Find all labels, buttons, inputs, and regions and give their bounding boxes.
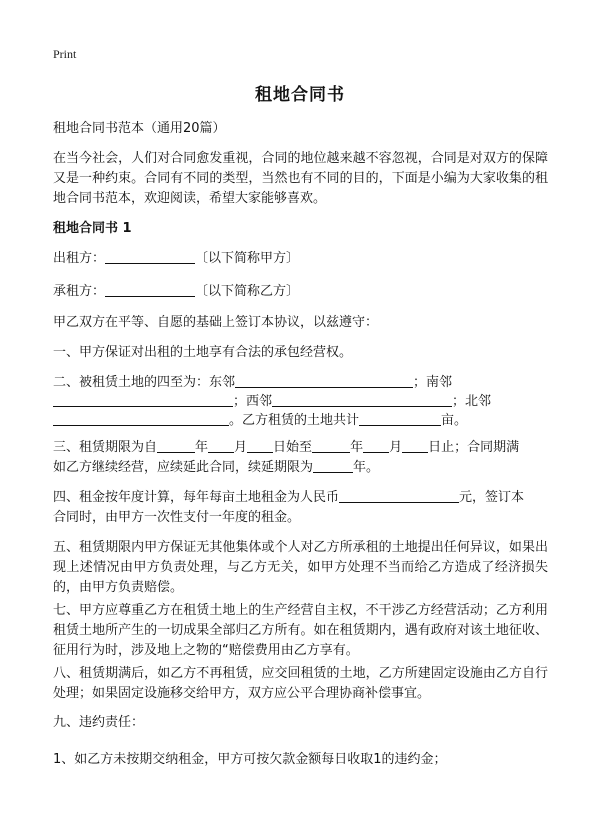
area-blank[interactable]	[359, 411, 441, 426]
start-day-blank[interactable]	[247, 438, 273, 453]
clause-7: 七、甲方应尊重乙方在租赁土地上的生产经营自主权，不干涉乙方经营活动；乙方利用租赁土地所产生的一切成果全部归乙方所有。如在租赁期内，遇有政府对该土地征收、征用行为时，涉及地上之物的“赔偿费用由乙方享有。	[53, 603, 548, 658]
clause-3-line-1: 三、租赁期限为自 年 月 日始至 年 月 日止；合同期满	[53, 440, 520, 455]
lessee-line	[53, 282, 548, 302]
agreement-text: 甲乙双方在平等、自愿的基础上签订本协议，以兹遵守：	[53, 315, 379, 330]
clause-5: 五、租赁期限内甲方保证无其他集体或个人对乙方所承租的土地提出任何异议，如果出现上述情况由甲方负责处理，与乙方无关，如甲方处理不当而给乙方造成了经济损失的，由甲方负责赔偿。	[53, 540, 548, 595]
end-day-blank[interactable]	[402, 438, 428, 453]
end-year-blank[interactable]	[312, 438, 350, 453]
lessor-blank[interactable]	[105, 249, 195, 264]
start-month-blank[interactable]	[208, 438, 234, 453]
start-year-blank[interactable]	[157, 438, 195, 453]
lessee-blank[interactable]	[105, 282, 195, 297]
section-heading: 租地合同书 1	[53, 221, 132, 236]
clause-4-line-1: 四、租金按年度计算，每年每亩土地租金为人民币 元，签订本	[53, 490, 525, 505]
east-blank[interactable]	[235, 373, 413, 388]
renewal-years-blank[interactable]	[313, 458, 353, 473]
document-title: 租地合同书	[255, 85, 345, 105]
lessor-label: 出租方：	[53, 251, 106, 266]
south-blank[interactable]	[53, 392, 233, 407]
lessor-line	[53, 249, 548, 269]
intro-paragraph: 在当今社会，人们对合同愈发重视，合同的地位越来越不容忽视，合同是对双方的保障又是一种约束。合同有不同的类型，当然也有不同的目的，下面是小编为大家收集的租地合同书范本，欢迎阅读，希望大家能够喜欢。	[53, 151, 548, 206]
document-subtitle: 租地合同书范本（通用20篇）	[53, 121, 226, 136]
clause-3-line-2: 如乙方继续经营，应续延此合同，续延期限为 年。	[53, 460, 380, 475]
rent-blank[interactable]	[339, 488, 459, 503]
clause-9-1: 1、如乙方未按期交纳租金，甲方可按欠款金额每日收取1的违约金；	[53, 752, 447, 767]
lessee-label: 承租方：	[53, 284, 106, 299]
end-month-blank[interactable]	[363, 438, 389, 453]
north-blank[interactable]	[53, 411, 229, 426]
clause-2-line-3: 。乙方租赁的土地共计 亩。	[53, 411, 548, 431]
clause-9: 九、违约责任：	[53, 715, 145, 730]
west-blank[interactable]	[272, 392, 452, 407]
lessee-note: 〔以下简称乙方〕	[195, 284, 300, 299]
clause-4-line-2: 合同时，由甲方一次性支付一年度的租金。	[53, 510, 301, 525]
clause-2-line-2: ；西邻 ；北邻	[53, 392, 548, 412]
clause-1: 一、甲方保证对出租的土地享有合法的承包经营权。	[53, 345, 353, 360]
clause-8: 八、租赁期满后，如乙方不再租赁，应交回租赁的土地，乙方所建固定设施由乙方自行处理；如果固定设施移交给甲方，双方应公平合理协商补偿事宜。	[53, 666, 548, 701]
clause-2-line-1: 二、被租赁土地的四至为：东邻 ；南邻	[53, 375, 453, 390]
lessor-note: 〔以下简称甲方〕	[195, 251, 300, 266]
print-label[interactable]: Print	[53, 47, 77, 61]
